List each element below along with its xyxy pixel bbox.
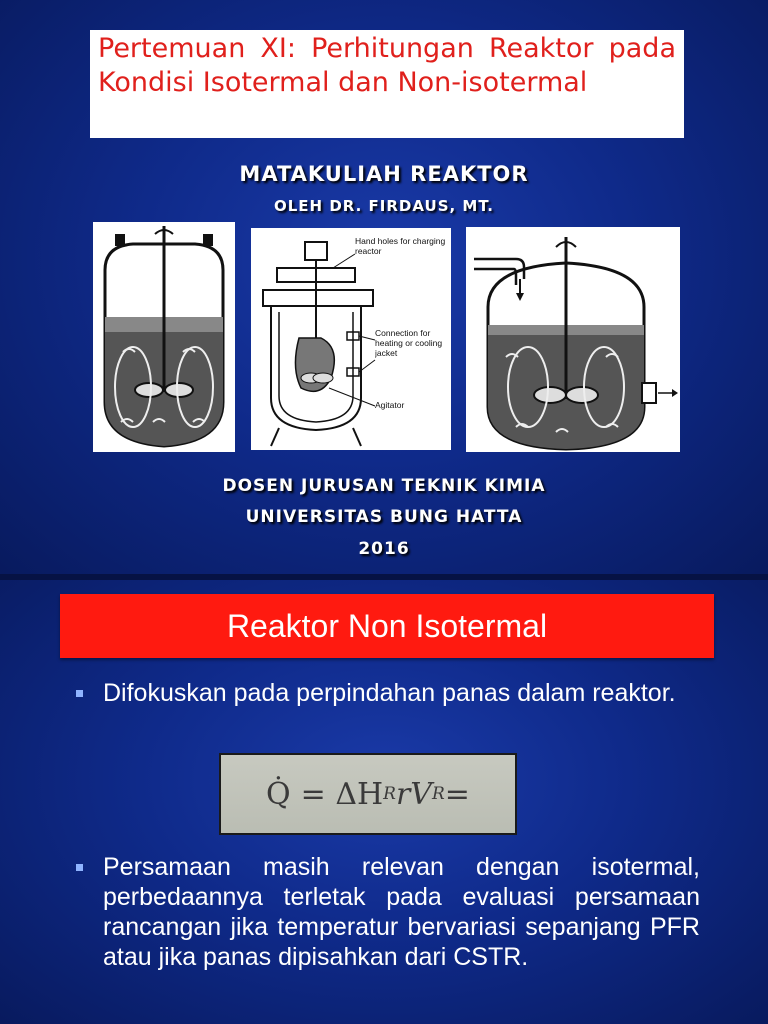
slide-2-title: Reaktor Non Isotermal	[60, 594, 714, 658]
reactor-figure-2	[251, 228, 451, 450]
slide-title: Pertemuan XI: Perhitungan Reaktor pada Kondisi Isotermal dan Non-isotermal	[90, 30, 684, 138]
university: UNIVERSITAS BUNG HATTA	[245, 507, 523, 527]
bullet-item-2	[76, 852, 700, 972]
bullet-icon	[76, 690, 83, 697]
bullet-text: Persamaan masih relevan dengan isotermal, perbedaannya terletak pada evaluasi persamaan rancangan jika temperatur bervariasi sepanjang PFR atau jika panas dipisahkan dari CSTR.	[103, 853, 700, 971]
equation-sub-1: R	[383, 784, 396, 804]
equation-sub-2: R	[431, 784, 445, 804]
equation-rv: rV	[395, 776, 432, 812]
label-agitator: Agitator	[375, 400, 405, 410]
reactor-figure-1	[93, 222, 235, 452]
equation-image	[219, 753, 517, 835]
author-name: OLEH DR. FIRDAUS, MT.	[274, 197, 494, 215]
department: DOSEN JURUSAN TEKNIK KIMIA	[222, 476, 546, 496]
equation-lhs: Q̇	[266, 776, 291, 812]
reactor-figure-3	[466, 227, 680, 452]
label-hand-holes: Hand holes for charging reactor	[355, 236, 446, 256]
cstr-icon	[466, 227, 680, 452]
equation-tail: =	[444, 776, 470, 812]
label-connection: Connection for heating or cooling jacket	[375, 328, 443, 358]
bullet-item-1	[76, 678, 700, 708]
jacketed-reactor-icon	[251, 228, 451, 450]
course-name: MATAKULIAH REAKTOR	[239, 162, 529, 186]
bullet-icon	[76, 864, 83, 871]
stirred-tank-icon	[93, 222, 235, 452]
slide-2	[0, 580, 768, 1024]
year: 2016	[358, 539, 410, 559]
bullet-text: Difokuskan pada perpindahan panas dalam reaktor.	[103, 679, 676, 707]
equation-delta-h: = ΔH	[300, 776, 384, 812]
